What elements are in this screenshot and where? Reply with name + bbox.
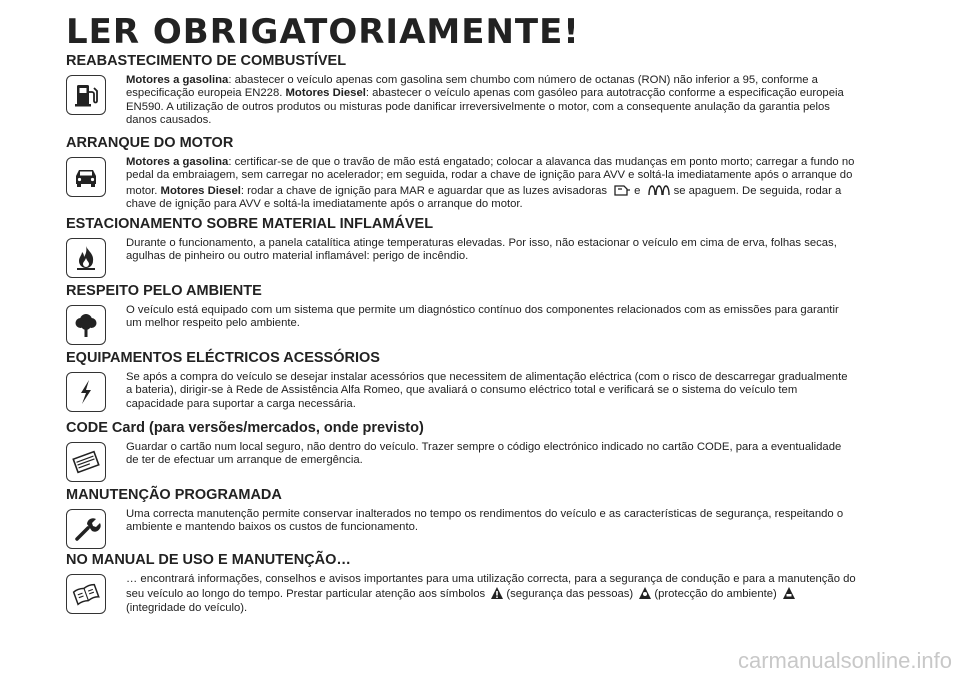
- section-heading: CODE Card (para versões/mercados, onde previsto): [66, 420, 424, 436]
- section-heading: EQUIPAMENTOS ELÉCTRICOS ACESSÓRIOS: [66, 350, 380, 366]
- watermark: carmanualsonline.info: [737, 648, 952, 673]
- section-text: Motores a gasolina: abastecer o veículo apenas com gasolina sem chumbo com número de octanas (RON) não inferior a 95, conforme a especificação europeia EN228. Motores Diesel: abastecer o veículo apenas com gasóleo para autotracção conforme a especificação europeia EN590. A utilização de outros produtos ou misturas pode danificar irreversivelmente o motor, com a consequente anulação da garantia pelos danos causados.: [126, 74, 844, 127]
- section-heading: NO MANUAL DE USO E MANUTENÇÃO…: [66, 552, 351, 568]
- vehicle-integrity-icon: [782, 586, 796, 600]
- section-text: Guardar o cartão num local seguro, não dentro do veículo. Trazer sempre o código electrónico indicado no cartão CODE, para a eventualidade de ter de efectuar um arranque de emergência.: [126, 441, 842, 467]
- section-text: Uma correcta manutenção permite conservar inalterados no tempo os rendimentos do veículo e as características de segurança, respeitando o ambiente e mantendo baixos os custos de funcionamento.: [126, 508, 844, 534]
- section-text: Motores a gasolina: certificar-se de que o travão de mão está engatado; colocar a alavanca das mudanças em ponto morto; carregar a fundo no pedal da embraiagem, sem carregar no acelerador; em seguida, rodar a chave de ignição para AVV e soltá-la imediatamente após o arranque do motor. Motores Diesel: rodar a chave de ignição para MAR e aguardar que as luzes avisadoras e se apaguem. De seguida, rodar a chave de ignição para AVV e soltá-la imediatamente após o arranque do motor.: [126, 156, 855, 211]
- lightning-icon: [66, 372, 106, 412]
- glow-plug-icon: [646, 183, 672, 197]
- section-heading: ARRANQUE DO MOTOR: [66, 135, 234, 151]
- section-code-card: [66, 419, 856, 482]
- section-text: Durante o funcionamento, a panela catalítica atinge temperaturas elevadas. Por isso, não estacionar o veículo em cima de erva, folhas secas, agulhas de pinheiro ou outro material inflamável: perigo de incêndio.: [126, 237, 837, 263]
- section-heading: REABASTECIMENTO DE COMBUSTÍVEL: [66, 53, 347, 69]
- wrench-icon: [66, 509, 106, 549]
- section-environment: [66, 282, 856, 345]
- fuel-pump-icon: [66, 75, 106, 115]
- flame-icon: [66, 238, 106, 278]
- tree-icon: [66, 305, 106, 345]
- section-heading: ESTACIONAMENTO SOBRE MATERIAL INFLAMÁVEL: [66, 216, 434, 232]
- section-engine-start: [66, 134, 856, 212]
- manual-book-icon: [66, 574, 106, 614]
- section-text: O veículo está equipado com um sistema que permite um diagnóstico contínuo dos componentes relacionados com as emissões para garantir um melhor respeito pelo ambiente.: [126, 304, 839, 330]
- car-icon: [66, 157, 106, 197]
- section-electrical: [66, 349, 856, 412]
- section-flammable: [66, 215, 856, 278]
- page-title: LER OBRIGATORIAMENTE!: [66, 12, 580, 52]
- warning-light-icon: [612, 183, 632, 197]
- section-text: … encontrará informações, conselhos e avisos importantes para uma utilização correcta, para a segurança de condução e para a manutenção do seu veículo ao longo do tempo. Prestar particular atenção aos símbolos (segurança das pessoas) (protecção do ambiente) (integridade do veículo).: [126, 573, 856, 614]
- section-heading: MANUTENÇÃO PROGRAMADA: [66, 487, 282, 503]
- personal-safety-icon: [490, 586, 504, 600]
- section-maintenance: [66, 486, 856, 549]
- environment-protection-icon: [638, 586, 652, 600]
- section-heading: RESPEITO PELO AMBIENTE: [66, 283, 262, 299]
- code-card-icon: [66, 442, 106, 482]
- section-text: Se após a compra do veículo se desejar instalar acessórios que necessitem de alimentação eléctrica (com o risco de descarregar gradualmente a bateria), dirigir-se à Rede de Assistência Alfa Romeo, que avaliará o consumo eléctrico total e verificará se o sistema do veículo tem capacidade para suportar a carga necessária.: [126, 371, 848, 410]
- section-manual: [66, 551, 856, 615]
- section-fuel: [66, 52, 856, 128]
